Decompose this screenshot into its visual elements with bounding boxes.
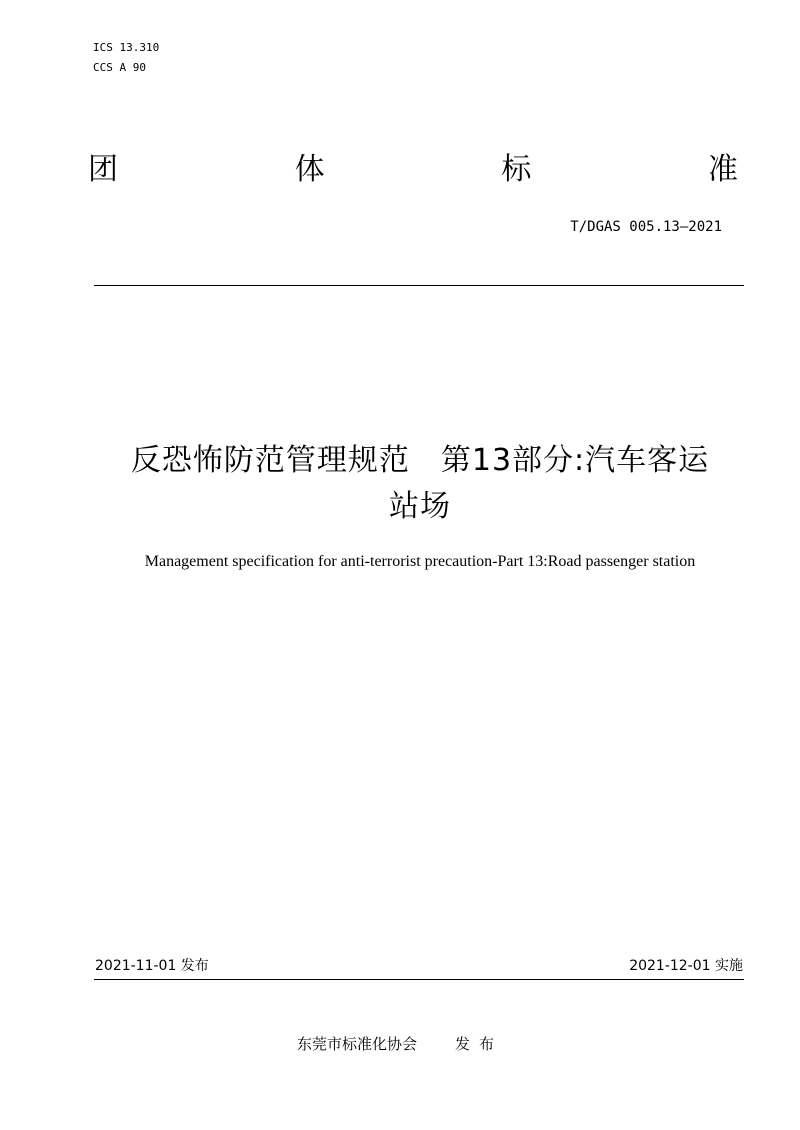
standard-type-char: 准 xyxy=(707,152,738,187)
issuer-action: 发布 xyxy=(455,1035,504,1053)
ics-code: ICS 13.310 xyxy=(93,41,160,54)
issuer-line xyxy=(0,1032,800,1056)
standard-type-char: 标 xyxy=(501,152,532,187)
issuer-name: 东莞市标准化协会 xyxy=(296,1035,417,1053)
top-divider xyxy=(94,285,744,286)
standard-type-heading xyxy=(88,150,738,190)
english-title: Management specification for anti-terrorist precaution-Part 13:Road passenger station xyxy=(144,553,696,570)
bottom-divider xyxy=(94,979,744,980)
standard-type-char: 团 xyxy=(88,152,118,187)
ccs-code: CCS A 90 xyxy=(93,61,146,74)
chinese-title-line1: 反恐怖防范管理规范 第13部分:汽车客运 xyxy=(130,443,710,478)
chinese-title-line2: 站场 xyxy=(389,489,451,524)
publish-date: 2021-11-01 发布 xyxy=(95,958,209,974)
classification-codes xyxy=(93,38,159,78)
standard-number: T/DGAS 005.13—2021 xyxy=(570,219,722,235)
implement-date: 2021-12-01 实施 xyxy=(629,958,743,974)
standard-type-char: 体 xyxy=(294,152,325,187)
chinese-title xyxy=(80,438,760,530)
